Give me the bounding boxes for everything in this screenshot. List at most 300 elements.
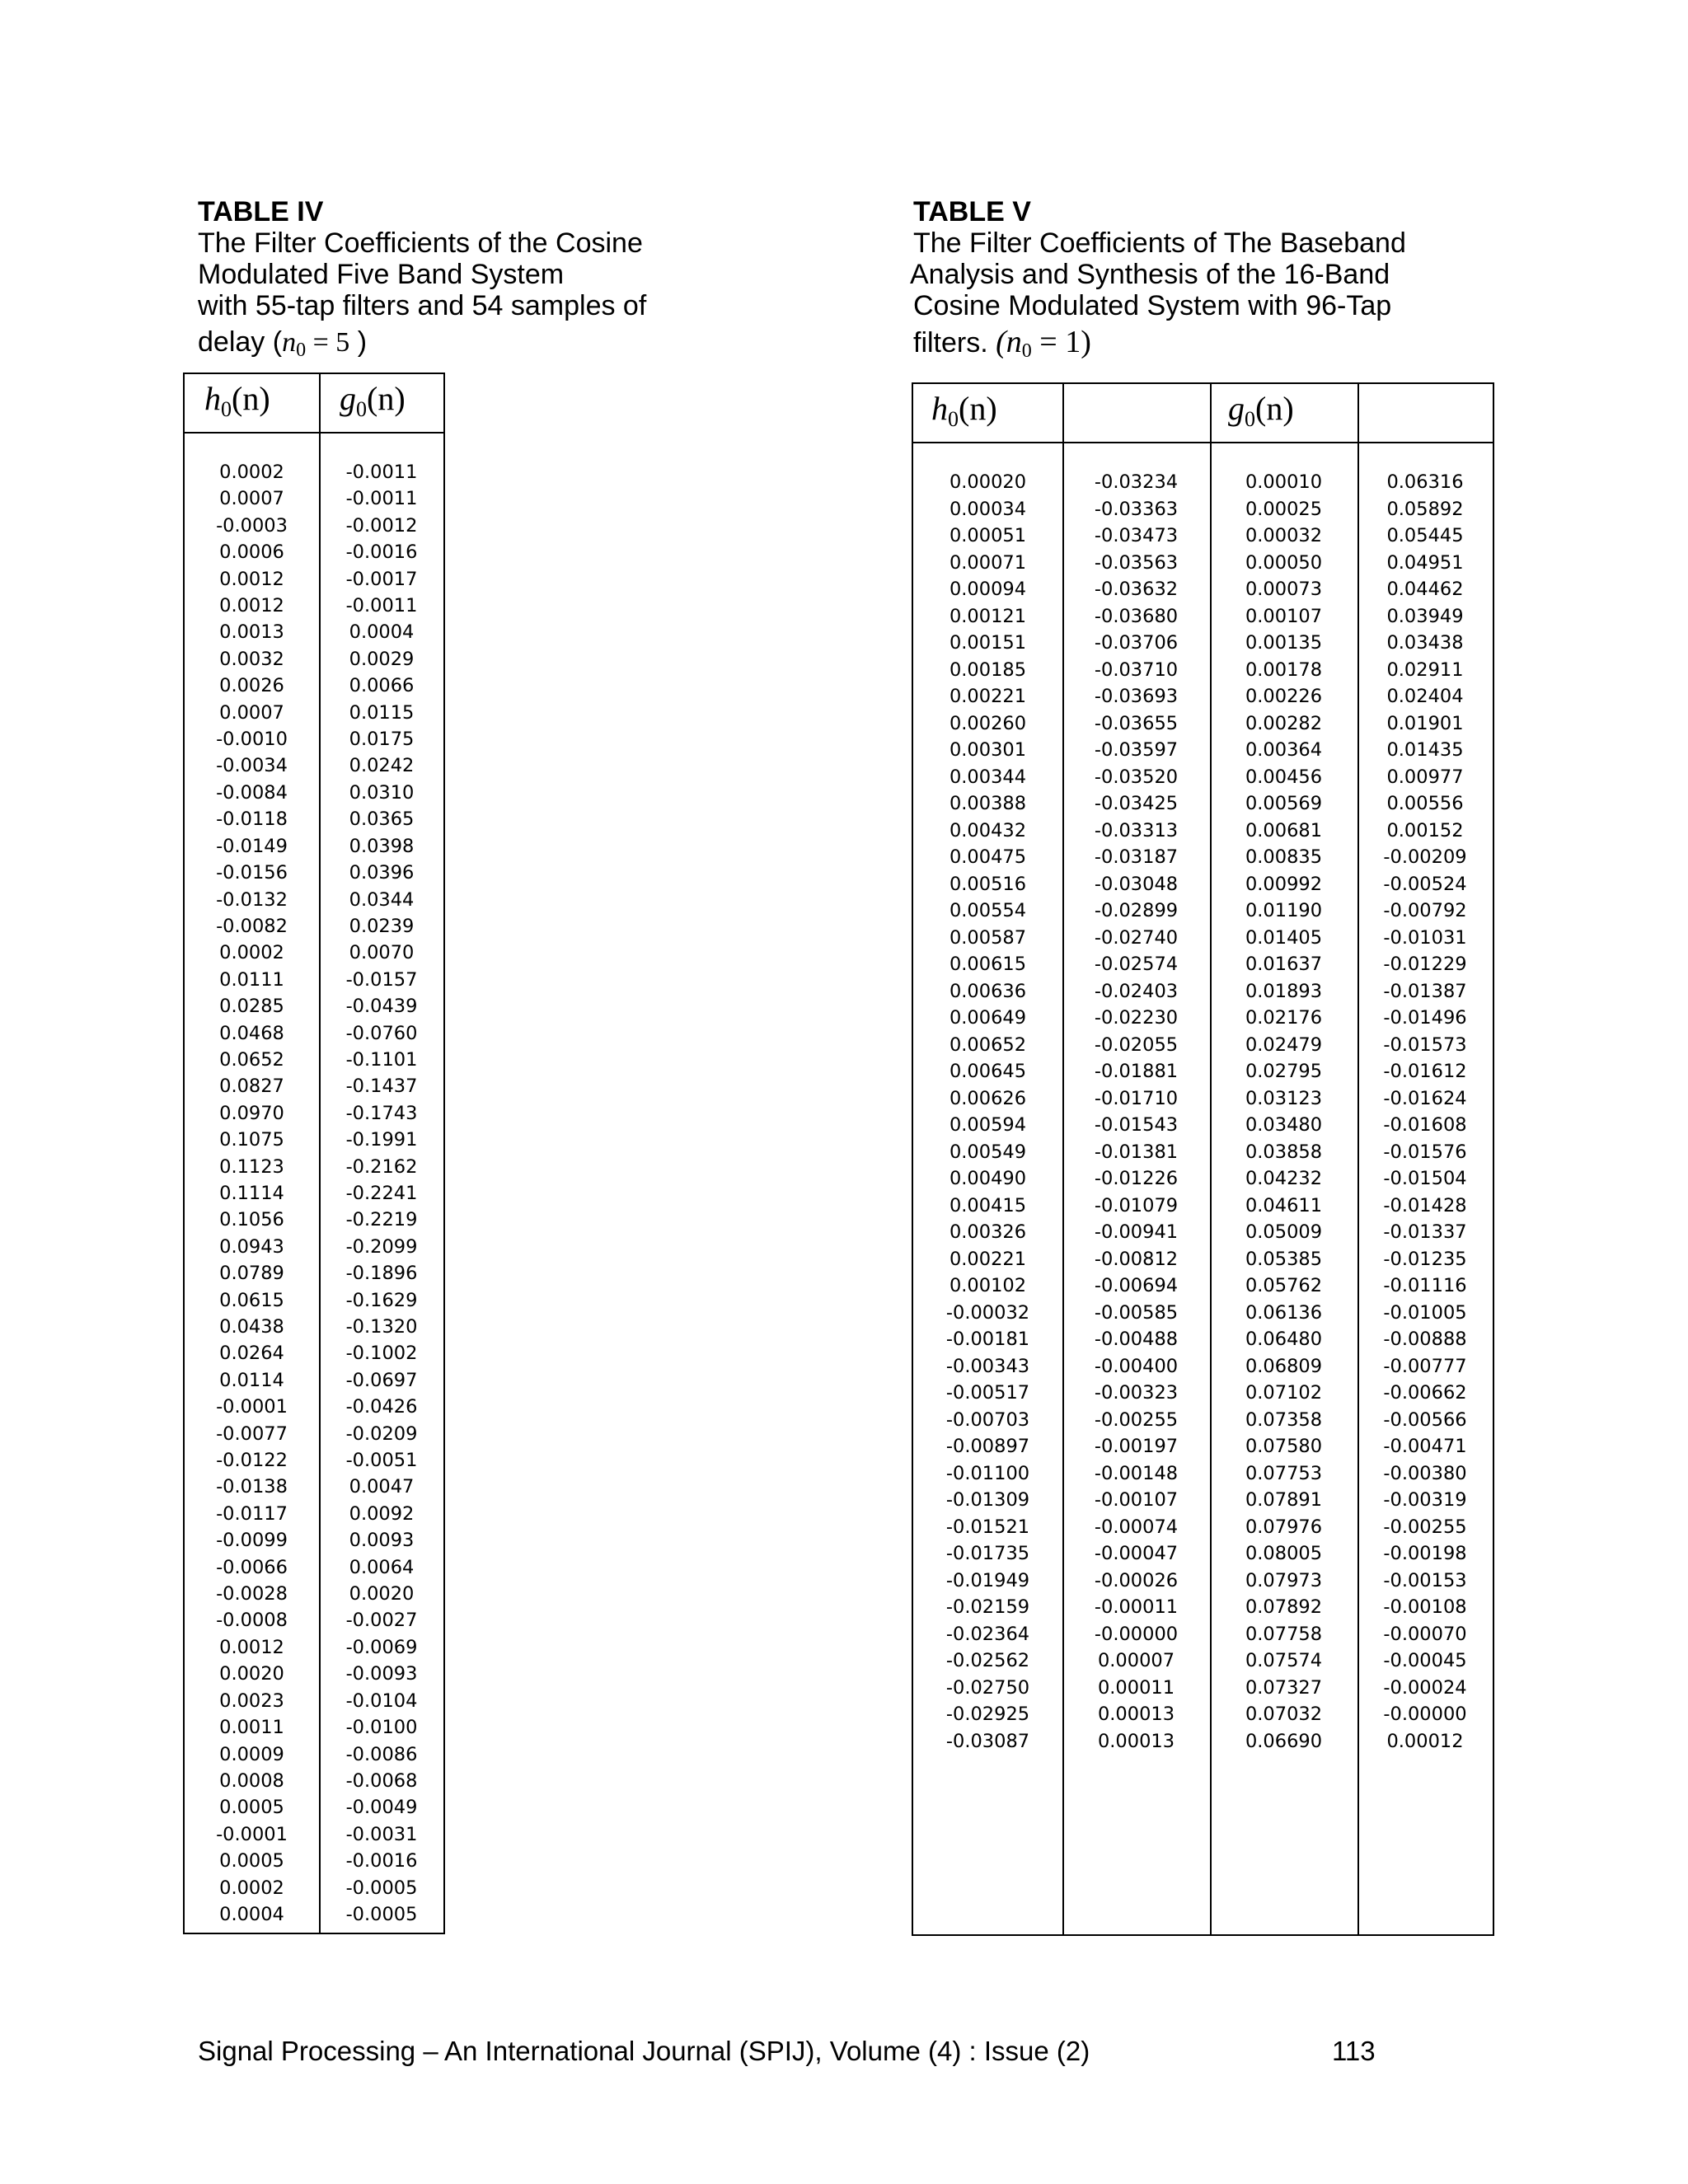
table-cell: -0.0068 bbox=[345, 1769, 418, 1792]
formula-symbol: n bbox=[282, 327, 297, 358]
table-cell: 0.00221 bbox=[949, 686, 1027, 707]
table-cell: -0.01116 bbox=[1383, 1275, 1467, 1296]
table4-header-g0 bbox=[340, 379, 406, 422]
table-header-divider bbox=[913, 442, 1493, 443]
table-cell: -0.02925 bbox=[945, 1704, 1030, 1725]
table-cell: -0.01229 bbox=[1383, 954, 1467, 975]
table-cell: 0.0002 bbox=[219, 462, 284, 483]
table-cell: -0.00380 bbox=[1383, 1462, 1467, 1484]
table-cell: -0.0027 bbox=[345, 1610, 418, 1632]
table-cell: -0.03425 bbox=[1094, 793, 1179, 814]
table-cell: -0.00897 bbox=[945, 1436, 1030, 1457]
table-cell: -0.01881 bbox=[1094, 1061, 1179, 1082]
table-cell: 0.0011 bbox=[219, 1717, 284, 1739]
table-cell: -0.0069 bbox=[345, 1636, 418, 1658]
table-cell: -0.03655 bbox=[1094, 712, 1179, 734]
header-subscript: 0 bbox=[356, 397, 367, 421]
table-cell: 0.0615 bbox=[219, 1289, 284, 1311]
table-cell: -0.00566 bbox=[1383, 1408, 1467, 1431]
table-cell: 0.00050 bbox=[1245, 551, 1323, 574]
table-cell: -0.0034 bbox=[216, 755, 288, 777]
table-cell: 0.07892 bbox=[1245, 1596, 1323, 1618]
table-cell: 0.00652 bbox=[949, 1033, 1027, 1056]
table-cell: -0.0439 bbox=[345, 996, 418, 1018]
table-cell: 0.0365 bbox=[349, 808, 415, 831]
caption-text: filters. bbox=[913, 327, 996, 359]
table-cell: -0.01337 bbox=[1383, 1221, 1467, 1243]
table-cell: -0.0099 bbox=[216, 1530, 288, 1552]
table5-header-h0 bbox=[931, 389, 997, 432]
table-cell: 0.06480 bbox=[1245, 1329, 1323, 1350]
table-cell: -0.0016 bbox=[345, 1850, 418, 1872]
table-cell: -0.1002 bbox=[345, 1343, 418, 1365]
table-cell: -0.00400 bbox=[1094, 1355, 1179, 1377]
table-cell: -0.01608 bbox=[1383, 1114, 1467, 1136]
table-cell: 0.00178 bbox=[1245, 658, 1323, 681]
table-cell: 0.05762 bbox=[1245, 1275, 1323, 1296]
table-cell: 0.0047 bbox=[349, 1476, 415, 1498]
table-cell: 0.0285 bbox=[219, 996, 284, 1018]
table-cell: 0.00636 bbox=[949, 980, 1027, 1002]
table-header-divider bbox=[185, 432, 443, 434]
table-cell: 0.0398 bbox=[349, 835, 415, 857]
table-cell: 0.00432 bbox=[949, 819, 1027, 841]
table-cell: 0.0114 bbox=[219, 1369, 284, 1391]
formula-value: = 1) bbox=[1031, 325, 1091, 359]
table-cell: -0.00812 bbox=[1094, 1248, 1179, 1270]
table-cell: 0.0007 bbox=[219, 488, 284, 510]
table4-label: TABLE IV bbox=[198, 196, 324, 227]
table-cell: -0.01100 bbox=[945, 1462, 1030, 1484]
table-cell: 0.0004 bbox=[349, 621, 415, 644]
table-cell: 0.0029 bbox=[349, 648, 415, 670]
table-cell: 0.00554 bbox=[949, 900, 1027, 921]
table-cell: 0.03123 bbox=[1245, 1087, 1323, 1109]
table5-column-2-values bbox=[1062, 469, 1210, 1755]
table5-caption-line: Cosine Modulated System with 96-Tap bbox=[913, 290, 1392, 321]
table-cell: 0.0012 bbox=[219, 595, 284, 617]
table4-caption bbox=[198, 196, 646, 366]
table-cell: 0.06809 bbox=[1245, 1355, 1323, 1377]
table-cell: -0.0031 bbox=[345, 1823, 418, 1845]
table-cell: 0.07574 bbox=[1245, 1650, 1323, 1671]
table-cell: -0.00319 bbox=[1383, 1489, 1467, 1511]
journal-footer: Signal Processing – An International Journal (SPIJ), Volume (4) : Issue (2) bbox=[198, 2036, 1090, 2066]
table-cell: -0.02750 bbox=[945, 1676, 1030, 1699]
table-cell: 0.03858 bbox=[1245, 1141, 1323, 1163]
table-cell: -0.00011 bbox=[1094, 1596, 1179, 1618]
table4-column-h0-values bbox=[185, 459, 319, 1928]
table-cell: 0.01405 bbox=[1245, 926, 1323, 949]
table-cell: -0.00045 bbox=[1383, 1650, 1467, 1671]
table-cell: 0.07327 bbox=[1245, 1676, 1323, 1699]
table-cell: 0.00282 bbox=[1245, 712, 1323, 734]
table-cell: -0.0011 bbox=[345, 595, 418, 617]
table-cell: -0.00517 bbox=[945, 1382, 1030, 1404]
table-cell: 0.06316 bbox=[1386, 471, 1464, 493]
table-cell: -0.1437 bbox=[345, 1076, 418, 1098]
table-cell: 0.00516 bbox=[949, 873, 1027, 895]
table-cell: 0.07973 bbox=[1245, 1569, 1323, 1591]
table-cell: -0.02574 bbox=[1094, 954, 1179, 975]
table-cell: 0.00326 bbox=[949, 1221, 1027, 1243]
table-cell: 0.00013 bbox=[1097, 1704, 1175, 1725]
table-cell: 0.03438 bbox=[1386, 632, 1464, 654]
table-cell: 0.01435 bbox=[1386, 739, 1464, 761]
formula-value: = 5 bbox=[306, 327, 350, 358]
table-cell: 0.0002 bbox=[219, 1877, 284, 1899]
table-cell: 0.02479 bbox=[1245, 1033, 1323, 1056]
table-cell: -0.01309 bbox=[945, 1489, 1030, 1511]
table-cell: 0.00475 bbox=[949, 846, 1027, 868]
table-cell: -0.1101 bbox=[345, 1048, 418, 1071]
table-cell: -0.00488 bbox=[1094, 1329, 1179, 1350]
table-cell: 0.0111 bbox=[219, 968, 284, 991]
table-cell: -0.0093 bbox=[345, 1663, 418, 1685]
header-subscript: 0 bbox=[1245, 407, 1255, 431]
table-cell: 0.00645 bbox=[949, 1061, 1027, 1082]
table-cell: -0.00323 bbox=[1094, 1382, 1179, 1404]
table-cell: 0.00094 bbox=[949, 579, 1027, 600]
table-cell: -0.01624 bbox=[1383, 1087, 1467, 1109]
table-cell: -0.00255 bbox=[1383, 1516, 1467, 1538]
table-cell: -0.0005 bbox=[345, 1903, 418, 1925]
table-cell: 0.0827 bbox=[219, 1076, 284, 1098]
table4 bbox=[183, 373, 445, 1934]
table-cell: -0.1991 bbox=[345, 1129, 418, 1151]
table-cell: -0.02899 bbox=[1094, 900, 1179, 921]
table-cell: 0.00020 bbox=[949, 471, 1027, 493]
table-cell: 0.0789 bbox=[219, 1263, 284, 1285]
table-cell: -0.1896 bbox=[345, 1263, 418, 1285]
table-cell: -0.01226 bbox=[1094, 1168, 1179, 1189]
table-cell: -0.0066 bbox=[216, 1556, 288, 1578]
table-cell: 0.0020 bbox=[219, 1663, 284, 1685]
table-cell: 0.01190 bbox=[1245, 900, 1323, 921]
formula-symbol: (n bbox=[996, 325, 1022, 359]
table-cell: -0.01576 bbox=[1383, 1141, 1467, 1163]
table-cell: 0.0005 bbox=[219, 1850, 284, 1872]
table-cell: -0.0122 bbox=[216, 1450, 288, 1472]
table4-header-h0 bbox=[204, 379, 270, 422]
table-cell: -0.00148 bbox=[1094, 1462, 1179, 1484]
table-cell: -0.00024 bbox=[1383, 1676, 1467, 1699]
table-cell: 0.0064 bbox=[349, 1556, 415, 1578]
table-cell: -0.0209 bbox=[345, 1422, 418, 1445]
header-subscript: 0 bbox=[221, 397, 232, 421]
table-cell: 0.00051 bbox=[949, 525, 1027, 546]
table-cell: 0.00681 bbox=[1245, 819, 1323, 841]
table5-column-1-values bbox=[913, 469, 1062, 1755]
table-cell: 0.00549 bbox=[949, 1141, 1027, 1163]
table-cell: 0.0242 bbox=[349, 755, 415, 777]
table-cell: -0.0104 bbox=[345, 1690, 418, 1712]
table-cell: 0.00594 bbox=[949, 1114, 1027, 1136]
table-cell: 0.02176 bbox=[1245, 1007, 1323, 1029]
table4-caption-line: with 55-tap filters and 54 samples of bbox=[198, 290, 647, 321]
table-cell: -0.01735 bbox=[945, 1543, 1030, 1564]
table-cell: -0.00197 bbox=[1094, 1436, 1179, 1457]
table-cell: -0.0082 bbox=[216, 915, 288, 937]
header-argument: (n) bbox=[959, 390, 997, 427]
table-cell: -0.01521 bbox=[945, 1516, 1030, 1538]
table5-caption-line: Analysis and Synthesis of the 16-Band bbox=[910, 259, 1390, 290]
table-cell: -0.00153 bbox=[1383, 1569, 1467, 1591]
table-cell: 0.00626 bbox=[949, 1087, 1027, 1109]
table-cell: 0.00364 bbox=[1245, 739, 1323, 761]
table-cell: -0.0001 bbox=[216, 1823, 288, 1845]
table5-column-4-values bbox=[1357, 469, 1493, 1755]
table5 bbox=[912, 382, 1494, 1936]
table5-caption bbox=[910, 196, 1406, 367]
table-cell: -0.02055 bbox=[1094, 1033, 1179, 1056]
table-cell: -0.00585 bbox=[1094, 1301, 1179, 1324]
table-cell: 0.1075 bbox=[219, 1129, 284, 1151]
table-cell: 0.0012 bbox=[219, 1636, 284, 1658]
table-cell: 0.00615 bbox=[949, 954, 1027, 975]
table-cell: -0.0011 bbox=[345, 462, 418, 483]
table-cell: 0.02795 bbox=[1245, 1061, 1323, 1082]
table-cell: 0.00152 bbox=[1386, 819, 1464, 841]
table-cell: -0.02403 bbox=[1094, 980, 1179, 1002]
table-cell: 0.05445 bbox=[1386, 525, 1464, 546]
table-cell: 0.0070 bbox=[349, 942, 415, 964]
table-cell: -0.01496 bbox=[1383, 1007, 1467, 1029]
table-cell: 0.07102 bbox=[1245, 1382, 1323, 1404]
table-cell: -0.01949 bbox=[945, 1569, 1030, 1591]
table-cell: 0.03949 bbox=[1386, 605, 1464, 627]
table-cell: -0.00209 bbox=[1383, 846, 1467, 868]
table-cell: 0.0239 bbox=[349, 915, 415, 937]
header-symbol: h bbox=[931, 390, 948, 427]
table-cell: -0.0008 bbox=[216, 1610, 288, 1632]
table-cell: 0.0438 bbox=[219, 1316, 284, 1338]
table-cell: 0.1123 bbox=[219, 1155, 284, 1178]
table-cell: -0.0760 bbox=[345, 1022, 418, 1044]
table-cell: -0.03710 bbox=[1094, 658, 1179, 681]
table-cell: -0.0118 bbox=[216, 808, 288, 831]
table-cell: -0.00662 bbox=[1383, 1382, 1467, 1404]
table-cell: 0.00587 bbox=[949, 926, 1027, 949]
table-cell: -0.01031 bbox=[1383, 926, 1467, 949]
table-cell: -0.0049 bbox=[345, 1797, 418, 1819]
table-cell: -0.02364 bbox=[945, 1623, 1030, 1645]
table-cell: -0.00047 bbox=[1094, 1543, 1179, 1564]
table-cell: 0.01901 bbox=[1386, 712, 1464, 734]
table-cell: 0.05892 bbox=[1386, 498, 1464, 520]
table-cell: -0.01543 bbox=[1094, 1114, 1179, 1136]
table-cell: 0.0943 bbox=[219, 1235, 284, 1258]
table-cell: -0.0001 bbox=[216, 1396, 288, 1418]
table-cell: 0.0264 bbox=[219, 1343, 284, 1365]
table-cell: 0.0970 bbox=[219, 1102, 284, 1124]
table-cell: 0.00260 bbox=[949, 712, 1027, 734]
table-cell: 0.0468 bbox=[219, 1022, 284, 1044]
table-cell: 0.0396 bbox=[349, 862, 415, 884]
table-cell: 0.0002 bbox=[219, 942, 284, 964]
table-cell: 0.00556 bbox=[1386, 793, 1464, 814]
formula-subscript: 0 bbox=[296, 340, 307, 361]
header-symbol: g bbox=[1228, 390, 1245, 427]
table-cell: -0.0426 bbox=[345, 1396, 418, 1418]
table-cell: 0.02911 bbox=[1386, 658, 1464, 681]
table-cell: -0.0028 bbox=[216, 1583, 288, 1605]
page-number: 113 bbox=[1332, 2036, 1376, 2066]
table-cell: -0.0138 bbox=[216, 1476, 288, 1498]
table-cell: -0.01428 bbox=[1383, 1194, 1467, 1216]
table-cell: 0.07580 bbox=[1245, 1436, 1323, 1457]
table-cell: 0.00012 bbox=[1386, 1730, 1464, 1752]
table4-caption-line: Modulated Five Band System bbox=[198, 259, 565, 290]
table-cell: -0.0012 bbox=[345, 514, 418, 537]
table-cell: -0.00888 bbox=[1383, 1329, 1467, 1350]
header-symbol: g bbox=[340, 380, 356, 417]
table-cell: -0.1743 bbox=[345, 1102, 418, 1124]
table-cell: 0.0066 bbox=[349, 675, 415, 697]
header-argument: (n) bbox=[367, 380, 406, 417]
table-cell: 0.05385 bbox=[1245, 1248, 1323, 1270]
table-cell: -0.0016 bbox=[345, 541, 418, 564]
table-cell: 0.0004 bbox=[219, 1903, 284, 1925]
table-cell: -0.0156 bbox=[216, 862, 288, 884]
table-cell: -0.00703 bbox=[945, 1408, 1030, 1431]
table-cell: 0.0012 bbox=[219, 568, 284, 590]
table-cell: 0.00135 bbox=[1245, 632, 1323, 654]
table-cell: -0.02740 bbox=[1094, 926, 1179, 949]
table-cell: 0.04232 bbox=[1245, 1168, 1323, 1189]
table-cell: 0.07032 bbox=[1245, 1704, 1323, 1725]
table-cell: 0.0005 bbox=[219, 1797, 284, 1819]
table-cell: 0.07891 bbox=[1245, 1489, 1323, 1511]
table-cell: 0.00456 bbox=[1245, 766, 1323, 788]
table-cell: -0.02230 bbox=[1094, 1007, 1179, 1029]
table-cell: 0.00121 bbox=[949, 605, 1027, 627]
table-cell: -0.00255 bbox=[1094, 1408, 1179, 1431]
table-cell: -0.00108 bbox=[1383, 1596, 1467, 1618]
table-cell: 0.00344 bbox=[949, 766, 1027, 788]
table-cell: -0.0003 bbox=[216, 514, 288, 537]
table-cell: -0.0117 bbox=[216, 1502, 288, 1525]
table-cell: 0.0009 bbox=[219, 1743, 284, 1765]
table-cell: -0.2099 bbox=[345, 1235, 418, 1258]
table-cell: -0.0132 bbox=[216, 888, 288, 911]
table-cell: -0.0010 bbox=[216, 729, 288, 751]
table-cell: 0.00025 bbox=[1245, 498, 1323, 520]
table-cell: 0.00301 bbox=[949, 739, 1027, 761]
table-cell: -0.0051 bbox=[345, 1450, 418, 1472]
table-cell: 0.00071 bbox=[949, 551, 1027, 574]
table-cell: -0.03087 bbox=[945, 1730, 1030, 1752]
table-cell: 0.00569 bbox=[1245, 793, 1323, 814]
table-cell: 0.01637 bbox=[1245, 954, 1323, 975]
table-cell: 0.04951 bbox=[1386, 551, 1464, 574]
table-cell: 0.1114 bbox=[219, 1182, 284, 1204]
table-cell: -0.00198 bbox=[1383, 1543, 1467, 1564]
table4-caption-delay-line bbox=[198, 326, 646, 366]
table-cell: -0.0017 bbox=[345, 568, 418, 590]
table-cell: -0.03563 bbox=[1094, 551, 1179, 574]
table-cell: 0.00415 bbox=[949, 1194, 1027, 1216]
table-cell: 0.00649 bbox=[949, 1007, 1027, 1029]
header-argument: (n) bbox=[1255, 390, 1294, 427]
table4-caption-line: The Filter Coefficients of the Cosine bbox=[198, 227, 643, 259]
table-cell: -0.02159 bbox=[945, 1596, 1030, 1618]
table-cell: -0.00000 bbox=[1383, 1704, 1467, 1725]
table-cell: 0.06690 bbox=[1245, 1730, 1323, 1752]
table-cell: -0.00941 bbox=[1094, 1221, 1179, 1243]
table-cell: -0.00032 bbox=[945, 1301, 1030, 1324]
table-cell: 0.00011 bbox=[1097, 1676, 1175, 1699]
table-cell: -0.00343 bbox=[945, 1355, 1030, 1377]
table-cell: -0.00694 bbox=[1094, 1275, 1179, 1296]
table-cell: -0.03706 bbox=[1094, 632, 1179, 654]
table-cell: 0.05009 bbox=[1245, 1221, 1323, 1243]
header-subscript: 0 bbox=[948, 407, 959, 431]
table-cell: 0.00107 bbox=[1245, 605, 1323, 627]
table-cell: 0.0008 bbox=[219, 1769, 284, 1792]
table5-header-g0 bbox=[1228, 389, 1294, 432]
table-cell: -0.0100 bbox=[345, 1717, 418, 1739]
table-cell: 0.00007 bbox=[1097, 1650, 1175, 1671]
table5-caption-line: The Filter Coefficients of The Baseband bbox=[913, 227, 1406, 259]
table-cell: 0.0006 bbox=[219, 541, 284, 564]
table-cell: -0.00074 bbox=[1094, 1516, 1179, 1538]
table-cell: -0.0084 bbox=[216, 781, 288, 804]
table-cell: -0.0005 bbox=[345, 1877, 418, 1899]
table-cell: -0.00000 bbox=[1094, 1623, 1179, 1645]
table-cell: 0.00226 bbox=[1245, 686, 1323, 707]
table-cell: -0.01387 bbox=[1383, 980, 1467, 1002]
table-cell: -0.1320 bbox=[345, 1316, 418, 1338]
table-cell: 0.00151 bbox=[949, 632, 1027, 654]
table-cell: -0.00792 bbox=[1383, 900, 1467, 921]
table-cell: 0.00835 bbox=[1245, 846, 1323, 868]
table-cell: -0.2219 bbox=[345, 1209, 418, 1231]
table-cell: -0.00181 bbox=[945, 1329, 1030, 1350]
table-cell: 0.0023 bbox=[219, 1690, 284, 1712]
table-cell: 0.06136 bbox=[1245, 1301, 1323, 1324]
table-cell: -0.02562 bbox=[945, 1650, 1030, 1671]
table-cell: -0.0149 bbox=[216, 835, 288, 857]
table-cell: -0.01612 bbox=[1383, 1061, 1467, 1082]
table-cell: 0.0115 bbox=[349, 701, 415, 724]
table-cell: 0.0093 bbox=[349, 1530, 415, 1552]
table-cell: 0.00013 bbox=[1097, 1730, 1175, 1752]
table-cell: 0.07358 bbox=[1245, 1408, 1323, 1431]
table-cell: 0.00102 bbox=[949, 1275, 1027, 1296]
table-cell: -0.00026 bbox=[1094, 1569, 1179, 1591]
table-cell: 0.00073 bbox=[1245, 579, 1323, 600]
table-cell: 0.0020 bbox=[349, 1583, 415, 1605]
table-cell: -0.01235 bbox=[1383, 1248, 1467, 1270]
table-cell: -0.03234 bbox=[1094, 471, 1179, 493]
table-cell: 0.00977 bbox=[1386, 766, 1464, 788]
caption-text: delay ( bbox=[198, 326, 283, 358]
table-cell: -0.03693 bbox=[1094, 686, 1179, 707]
table-cell: 0.00185 bbox=[949, 658, 1027, 681]
table-cell: -0.2241 bbox=[345, 1182, 418, 1204]
header-symbol: h bbox=[204, 380, 221, 417]
table-cell: -0.01381 bbox=[1094, 1141, 1179, 1163]
table-cell: -0.00471 bbox=[1383, 1436, 1467, 1457]
table-cell: -0.00524 bbox=[1383, 873, 1467, 895]
table-cell: 0.0175 bbox=[349, 729, 415, 751]
table-cell: -0.03473 bbox=[1094, 525, 1179, 546]
table-cell: 0.00992 bbox=[1245, 873, 1323, 895]
table-cell: -0.03680 bbox=[1094, 605, 1179, 627]
table-cell: -0.0011 bbox=[345, 488, 418, 510]
table-cell: -0.01504 bbox=[1383, 1168, 1467, 1189]
